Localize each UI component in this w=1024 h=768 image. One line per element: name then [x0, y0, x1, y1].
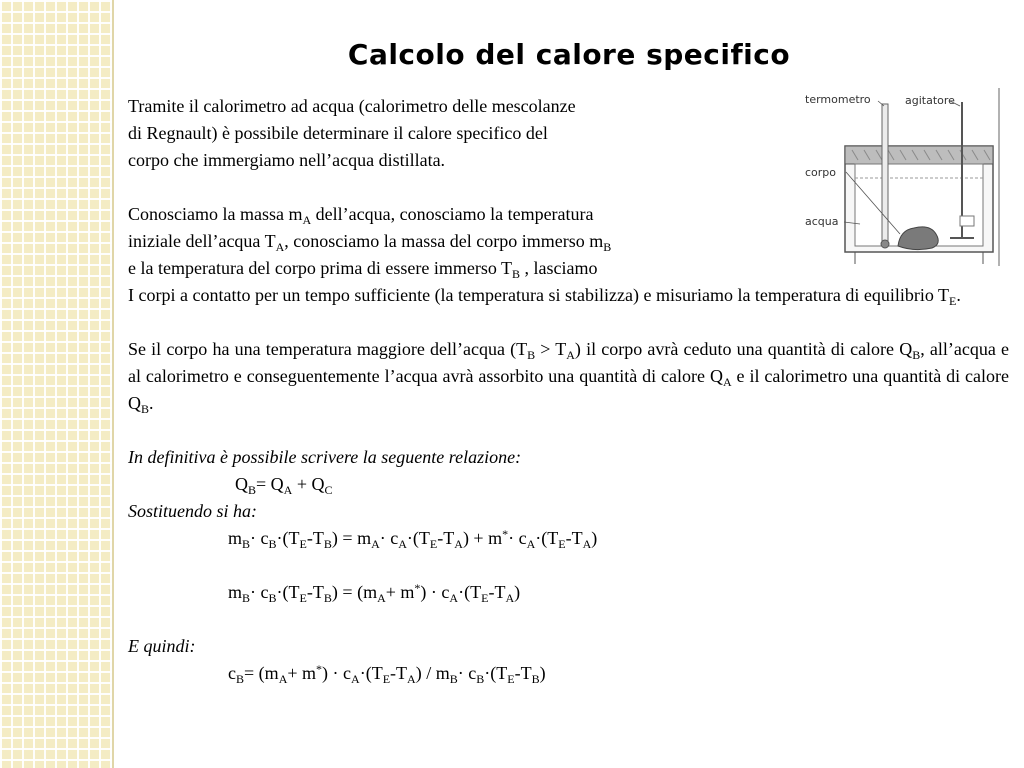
label-termometro: termometro — [805, 93, 871, 106]
slide-body — [128, 93, 1009, 687]
p2-line-4: I corpi a contatto per un tempo sufficiente (la temperatura si stabilizza) e misuriamo la temperatura di equilibrio $T_E$. — [128, 285, 961, 308]
p2-line-2: iniziale dell’acqua $T_A$, conosciamo la massa del corpo immerso $m_B$ — [128, 231, 612, 254]
formula-heat-balance: $Q_B= Q_A + Q_C$ — [235, 474, 333, 497]
p2-line-3: e la temperatura del corpo prima di essere immerso $T_B$ , lasciamo — [128, 258, 598, 281]
formula-substitution-1: $m_B\cdot c_B\cdot(T_E-T_B) = m_A\cdot c_A\cdot(T_E-T_A) + m^*\cdot c_A\cdot(T_E-T_A)$ — [228, 527, 598, 551]
intro-line-2: di Regnault) è possibile determinare il calore specifico del — [128, 123, 548, 143]
label-corpo: corpo — [805, 166, 837, 179]
formula-substitution-2: $m_B\cdot c_B\cdot(T_E-T_B) = (m_A+ m^*) \cdot c_A\cdot(T_E-T_A)$ — [228, 581, 521, 605]
label-agitatore: agitatore — [905, 94, 955, 107]
relation-intro: In definitiva è possibile scrivere la seguente relazione: — [128, 447, 522, 467]
slide-title: Calcolo del calore specifico — [347, 38, 791, 71]
formula-specific-heat: $c_B= (m_A+ m^*) \cdot c_A\cdot(T_E-T_A) / m_B\cdot c_B\cdot(T_E-T_B)$ — [228, 662, 546, 686]
paragraph-heat-exchange: Se il corpo ha una temperatura maggiore dell’acqua $(T_B > T_A)$ il corpo avrà ceduto una quantità di calore $Q_B$, all’acqua e al calorimetro e conseguentemente l’acqua avrà assorbito una quantità di calore $Q_A$ e il calorimetro una quantità di calore $Q_B$. — [128, 339, 1010, 416]
sidebar-divider — [112, 0, 114, 768]
intro-line-1: Tramite il calorimetro ad acqua (calorimetro delle mescolanze — [128, 96, 576, 116]
p2-line-1: Conosciamo la massa $m_A$ dell’acqua, conosciamo la temperatura — [128, 204, 594, 227]
intro-line-3: corpo che immergiamo nell’acqua distillata. — [128, 150, 446, 170]
sostituendo-label: Sostituendo si ha: — [128, 501, 257, 521]
e-quindi-label: E quindi: — [128, 636, 196, 656]
label-acqua: acqua — [805, 215, 839, 228]
decorative-grid-sidebar — [0, 0, 112, 768]
